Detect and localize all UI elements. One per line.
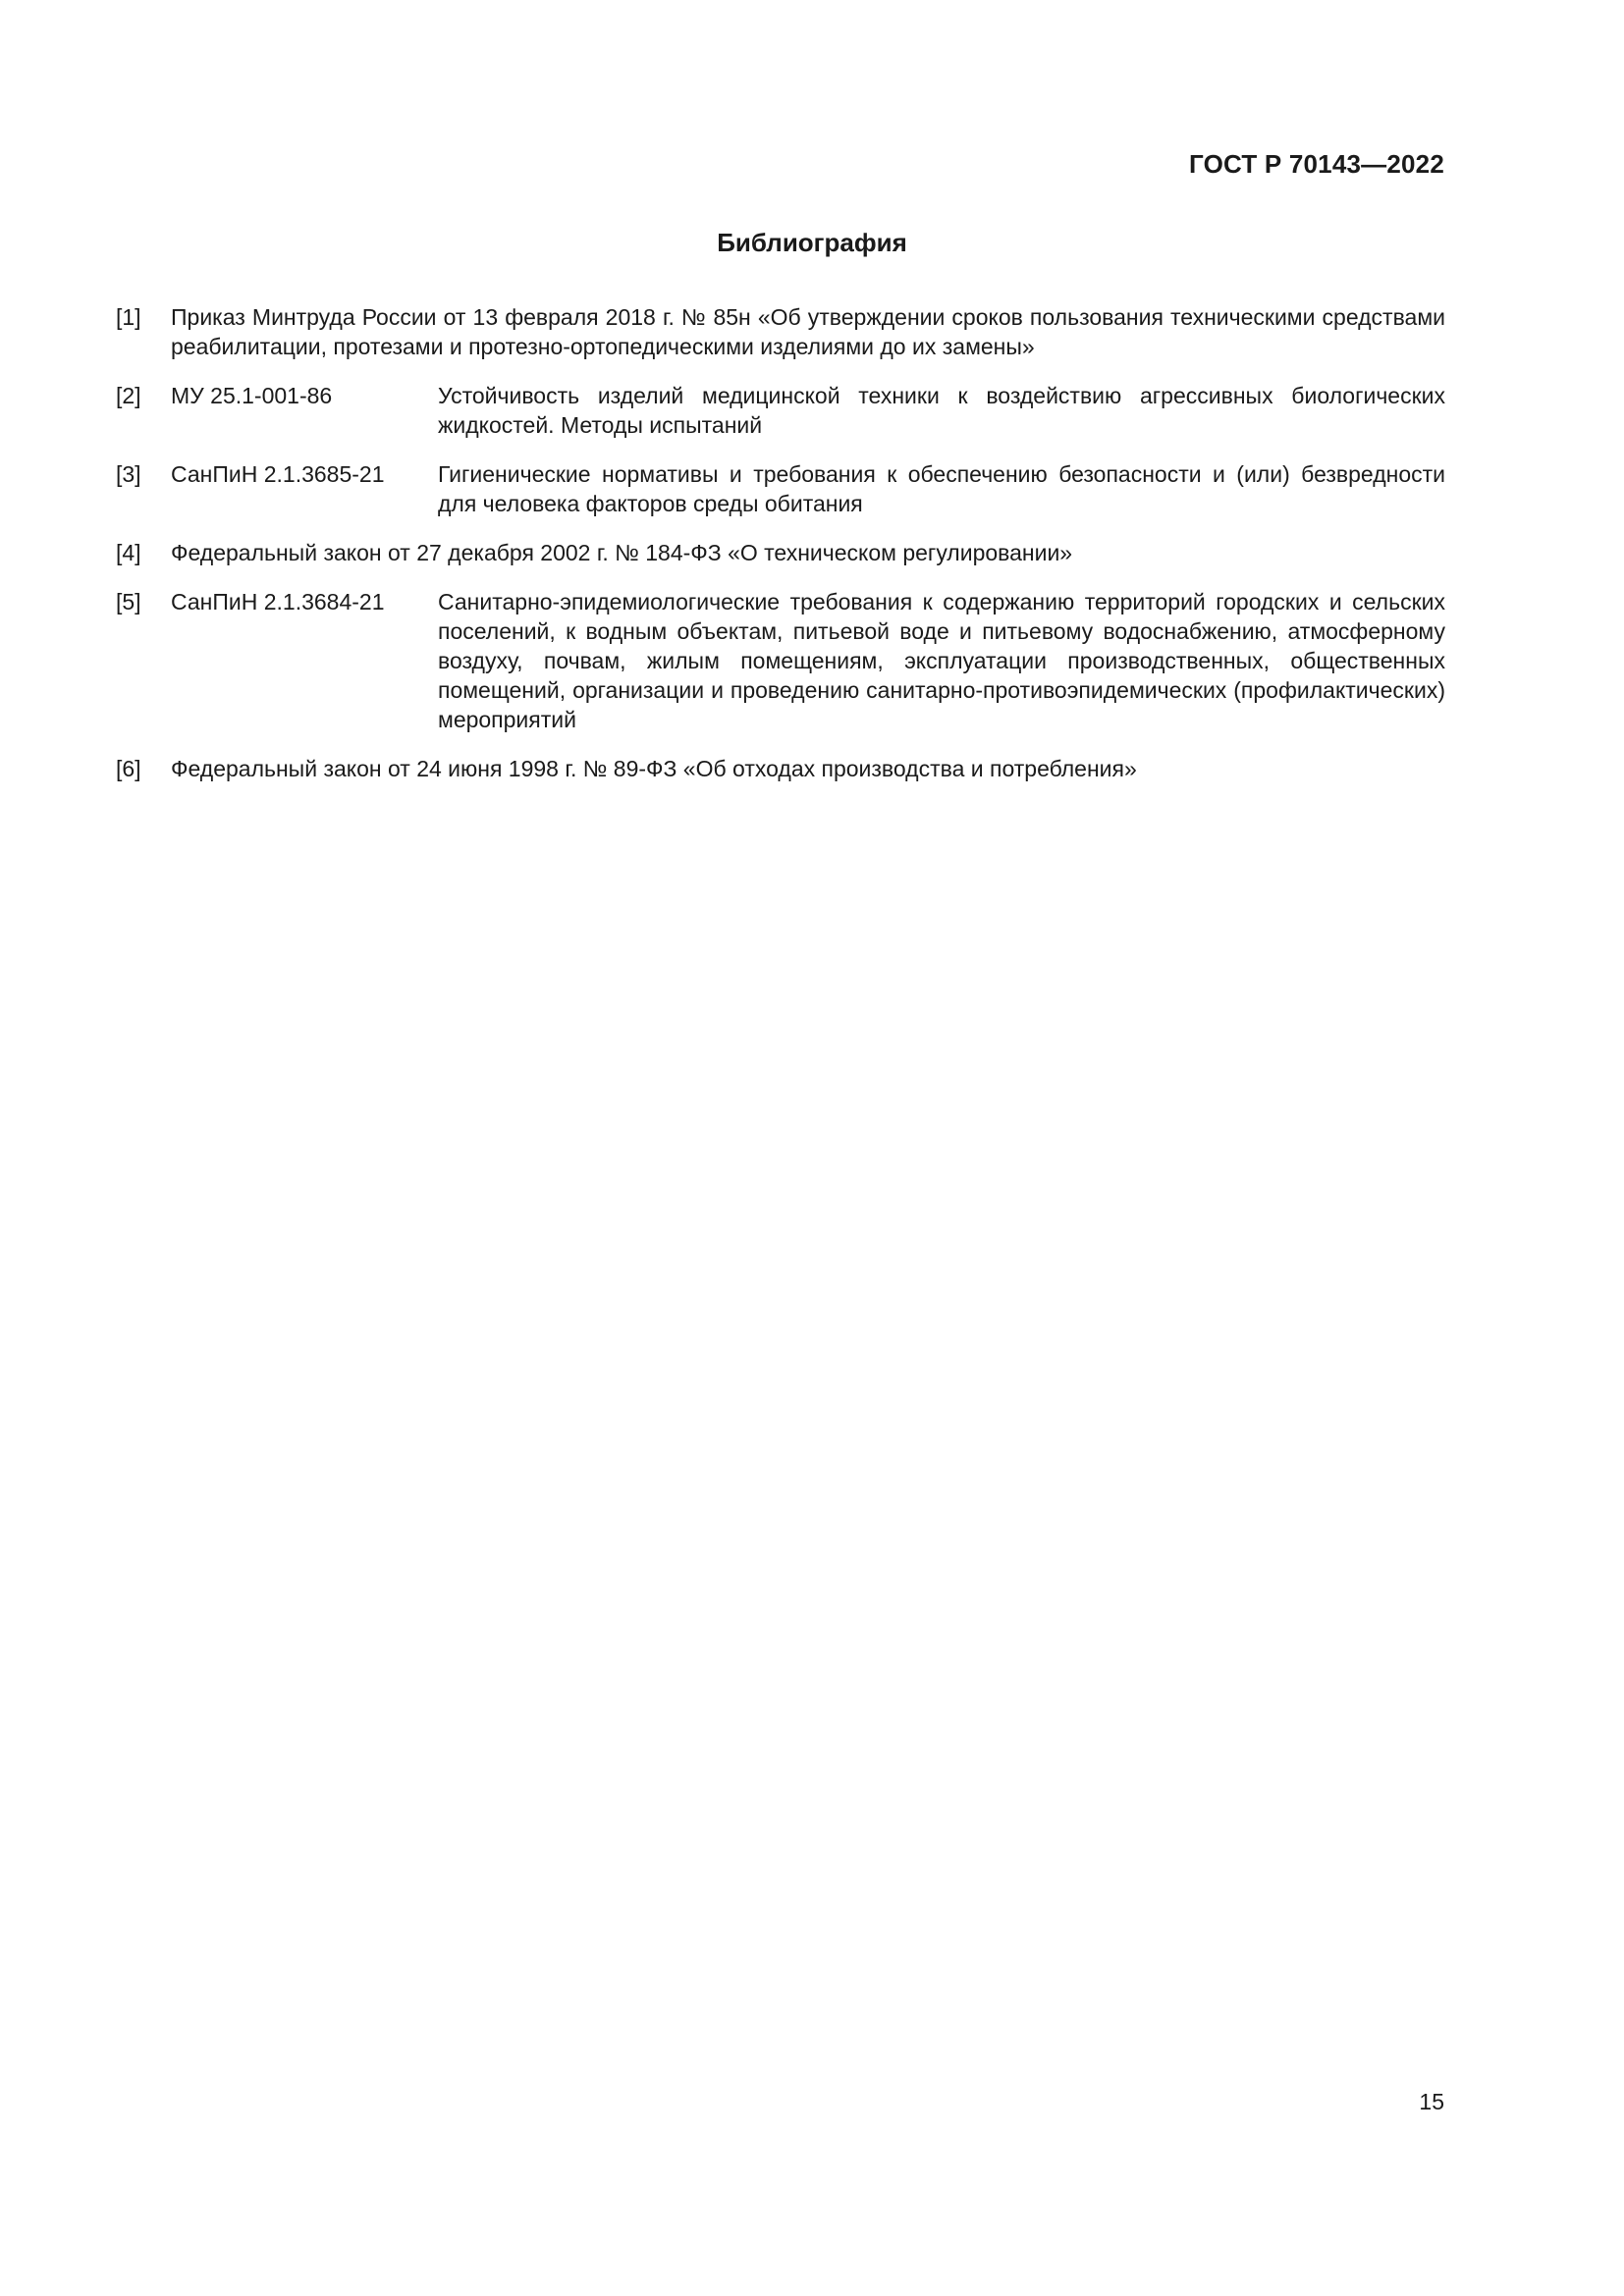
entry-text: Федеральный закон от 24 июня 1998 г. № 89-ФЗ «Об отходах производства и потребления» <box>171 756 1137 781</box>
entry-number: [2] <box>116 383 141 408</box>
entry-code: СанПиН 2.1.3685-21 <box>171 461 385 487</box>
entry-number: [1] <box>116 304 141 330</box>
entry-text: Федеральный закон от 27 декабря 2002 г. № 184-ФЗ «О техническом регулировании» <box>171 540 1073 565</box>
entry-text: Санитарно-эпидемиологические требования к содержанию территорий городских и сельских поселений, к водным объектам, питьевой воде и питьевому водоснабжению, атмосферному воздуху, почвам, жилым помещениям, эксплуатации производственных, общественных помещений, организации и проведению санитарно-противоэпидемических (профилактических) мероприятий <box>438 589 1445 732</box>
bibliography-entry-4 <box>116 538 1445 567</box>
page-number: 15 <box>1419 2089 1444 2114</box>
bibliography-entry-5 <box>116 587 1445 734</box>
section-title: Библиография <box>717 228 907 257</box>
entry-code: СанПиН 2.1.3684-21 <box>171 589 385 614</box>
entry-number: [3] <box>116 461 141 487</box>
entry-number: [6] <box>116 756 141 781</box>
entry-number: [5] <box>116 589 141 614</box>
bibliography-list <box>116 302 1445 803</box>
entry-text: Приказ Минтруда России от 13 февраля 2018 г. № 85н «Об утверждении сроков пользования техническими средствами реабилитации, протезами и протезно-ортопедическими изделиями до их замены» <box>171 304 1445 359</box>
entry-text: Устойчивость изделий медицинской техники к воздействию агрессивных биологических жидкостей. Методы испытаний <box>438 383 1445 438</box>
entry-number: [4] <box>116 540 141 565</box>
bibliography-entry-1 <box>116 302 1445 361</box>
bibliography-entry-2 <box>116 381 1445 440</box>
entry-text: Гигиенические нормативы и требования к обеспечению безопасности и (или) безвредности для человека факторов среды обитания <box>438 461 1445 516</box>
bibliography-entry-6 <box>116 754 1445 783</box>
document-code: ГОСТ Р 70143—2022 <box>1189 149 1444 179</box>
bibliography-entry-3 <box>116 459 1445 518</box>
entry-code: МУ 25.1-001-86 <box>171 383 333 408</box>
